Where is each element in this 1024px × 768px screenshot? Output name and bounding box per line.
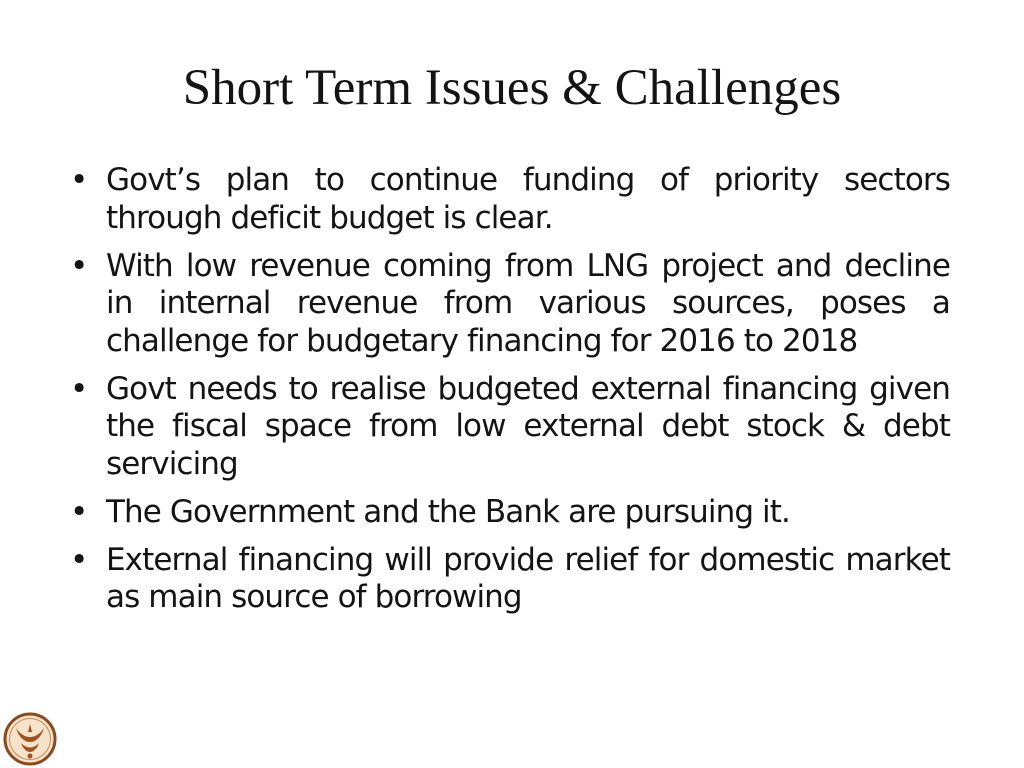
bullet-list: [70, 162, 950, 627]
bullet-text: External financing will provide relief for domestic market as main source of borrowing: [106, 541, 950, 615]
bullet-dot-icon: •: [70, 247, 88, 284]
bullet-dot-icon: •: [70, 541, 88, 578]
bullet-item: [70, 162, 950, 237]
bullet-dot-icon: •: [70, 370, 88, 407]
bullet-item: [70, 542, 950, 617]
bullet-item: [70, 248, 950, 361]
bank-emblem-icon: [3, 712, 57, 766]
bullet-text: With low revenue coming from LNG project and decline in internal revenue from various sources, poses a challenge for budgetary financing for 2016 to 2018: [106, 247, 950, 359]
bullet-text: Govt’s plan to continue funding of priority sectors through deficit budget is clear.: [106, 162, 950, 236]
bullet-text: The Government and the Bank are pursuing it.: [106, 493, 790, 530]
bullet-text: Govt needs to realise budgeted external financing given the fiscal space from low external debt stock & debt servicing: [106, 370, 950, 482]
bullet-dot-icon: •: [70, 493, 88, 530]
slide-title: Short Term Issues & Challenges: [182, 60, 842, 116]
bullet-item: [70, 371, 950, 484]
bullet-item: [70, 494, 950, 532]
bullet-dot-icon: •: [70, 162, 88, 198]
